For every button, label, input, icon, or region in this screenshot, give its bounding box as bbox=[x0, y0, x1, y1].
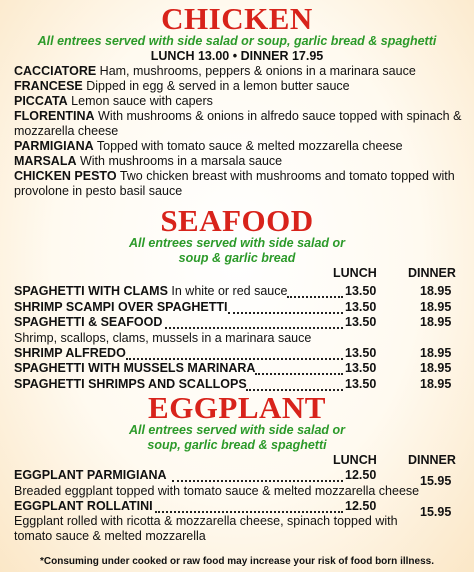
eggplant-desc: Eggplant rolled with ricotta & mozzarella cheese, spinach topped with tomato sauce & melted mozzarella bbox=[14, 514, 398, 543]
chicken-item bbox=[0, 109, 474, 139]
chicken-item bbox=[0, 79, 474, 94]
leader-dots bbox=[287, 284, 343, 298]
chicken-item bbox=[0, 64, 474, 79]
chicken-subtitle: All entrees served with side salad or soup, garlic bread & spaghetti bbox=[37, 34, 437, 48]
item-name: CACCIATORE bbox=[14, 64, 97, 78]
seafood-subtitle: All entrees served with side salad or bbox=[128, 236, 346, 250]
item-name: FRANCESE bbox=[14, 79, 83, 93]
seafood-item bbox=[0, 315, 474, 331]
seafood-item bbox=[0, 300, 474, 316]
dinner-price: 18.95 bbox=[420, 284, 452, 298]
item-name: CHICKEN PESTO bbox=[14, 169, 117, 183]
dinner-price: 15.95 bbox=[420, 504, 452, 519]
dinner-price: 18.95 bbox=[420, 361, 452, 375]
lunch-header: LUNCH bbox=[333, 453, 377, 467]
chicken-item bbox=[0, 139, 474, 154]
chicken-prices: LUNCH 13.00 • DINNER 17.95 bbox=[150, 49, 324, 63]
item-name: SPAGHETTI WITH CLAMS bbox=[14, 284, 168, 298]
leader-dots bbox=[255, 361, 343, 375]
dinner-price: 18.95 bbox=[420, 299, 452, 314]
item-name: SHRIMP ALFREDO bbox=[14, 345, 126, 360]
lunch-price: 13.50 bbox=[345, 361, 377, 375]
lunch-price: 13.50 bbox=[345, 284, 377, 298]
item-name: PARMIGIANA bbox=[14, 139, 94, 153]
item-desc: Lemon sauce with capers bbox=[67, 94, 213, 108]
lunch-price: 12.50 bbox=[345, 468, 377, 482]
dinner-header: DINNER bbox=[408, 453, 456, 467]
chicken-item bbox=[0, 154, 474, 169]
seafood-item bbox=[0, 284, 474, 300]
eggplant-section bbox=[0, 390, 474, 544]
item-name: MARSALA bbox=[14, 154, 77, 168]
lunch-price: 13.50 bbox=[345, 299, 377, 314]
item-name: FLORENTINA bbox=[14, 109, 95, 123]
item-desc: Dipped in egg & served in a lemon butter sauce bbox=[82, 79, 350, 93]
item-desc: Ham, mushrooms, peppers & onions in a marinara sauce bbox=[96, 64, 416, 78]
eggplant-subtitle: All entrees served with side salad or bbox=[128, 423, 346, 437]
eggplant-item bbox=[0, 468, 474, 488]
leader-dots bbox=[155, 499, 343, 513]
seafood-section bbox=[0, 203, 474, 392]
item-detail: In white or red sauce bbox=[167, 284, 288, 298]
food-safety-disclaimer: *Consuming under cooked or raw food may increase your risk of food born illness. bbox=[40, 556, 434, 567]
leader-dots bbox=[172, 468, 343, 482]
item-desc: Two chicken breast with mushrooms and tomato topped with provolone in pesto basil sauce bbox=[14, 169, 455, 198]
seafood-column-headers bbox=[0, 266, 474, 281]
item-name: SPAGHETTI & SEAFOOD bbox=[14, 315, 163, 329]
item-name: EGGPLANT ROLLATINI bbox=[14, 498, 153, 513]
dinner-price: 18.95 bbox=[420, 315, 452, 329]
eggplant-desc: Breaded eggplant topped with tomato sauce & melted mozzarella cheese bbox=[14, 483, 420, 498]
seafood-item bbox=[0, 346, 474, 362]
item-name: PICCATA bbox=[14, 94, 68, 108]
item-desc: With mushrooms & onions in alfredo sauce topped with spinach & mozzarella cheese bbox=[14, 109, 462, 138]
leader-dots bbox=[165, 315, 343, 329]
dinner-header: DINNER bbox=[408, 266, 456, 280]
lunch-price: 13.50 bbox=[345, 376, 377, 391]
dinner-price: 18.95 bbox=[420, 345, 452, 360]
chicken-title: CHICKEN bbox=[161, 1, 313, 36]
dinner-price: 15.95 bbox=[420, 474, 452, 488]
dinner-price: 18.95 bbox=[420, 376, 452, 391]
item-name: EGGPLANT PARMIGIANA bbox=[14, 468, 167, 482]
chicken-item bbox=[0, 94, 474, 109]
seafood-note: Shrimp, scallops, clams, mussels in a marinara sauce bbox=[14, 330, 312, 345]
eggplant-title: EGGPLANT bbox=[148, 390, 326, 425]
seafood-item bbox=[0, 361, 474, 377]
lunch-price: 13.50 bbox=[345, 315, 377, 329]
seafood-subtitle: soup & garlic bread bbox=[178, 251, 296, 265]
seafood-title: SEAFOOD bbox=[160, 203, 314, 238]
eggplant-item bbox=[0, 498, 474, 519]
leader-dots bbox=[126, 346, 343, 360]
lunch-header: LUNCH bbox=[333, 266, 377, 280]
leader-dots bbox=[228, 300, 343, 314]
item-name: SHRIMP SCAMPI OVER SPAGHETTI bbox=[14, 299, 228, 314]
item-desc: With mushrooms in a marsala sauce bbox=[76, 154, 283, 168]
lunch-price: 13.50 bbox=[345, 345, 377, 360]
lunch-price: 12.50 bbox=[345, 498, 377, 513]
item-desc: Topped with tomato sauce & melted mozzarella cheese bbox=[93, 139, 403, 153]
chicken-item bbox=[0, 169, 474, 199]
eggplant-subtitle: soup, garlic bread & spaghetti bbox=[147, 438, 327, 452]
chicken-section bbox=[0, 1, 474, 199]
item-name: SPAGHETTI WITH MUSSELS MARINARA bbox=[14, 361, 256, 375]
leader-dots bbox=[246, 377, 343, 391]
item-name: SPAGHETTI SHRIMPS AND SCALLOPS bbox=[14, 376, 247, 391]
eggplant-column-headers bbox=[0, 453, 474, 468]
